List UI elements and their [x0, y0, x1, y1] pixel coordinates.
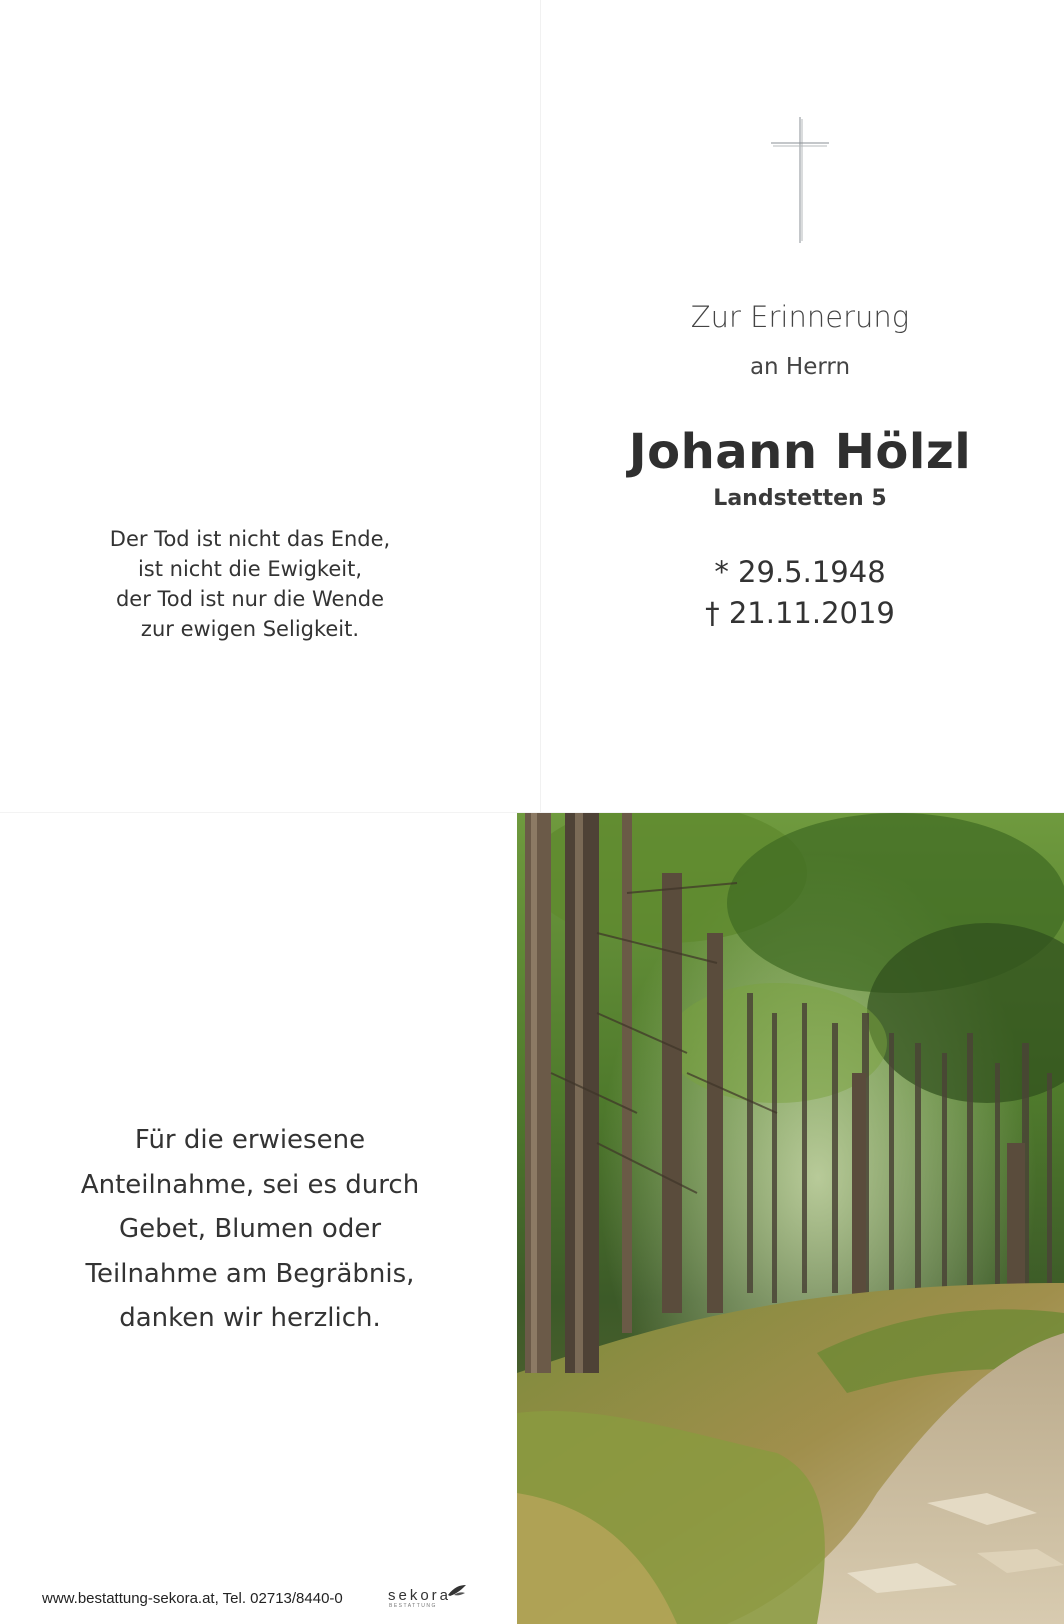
salutation: an Herrn	[749, 354, 851, 380]
verse-line: ist nicht die Ewigkeit,	[137, 557, 363, 581]
thanks-line: Für die erwiesene	[134, 1125, 366, 1155]
birth-date: * 29.5.1948	[714, 555, 886, 589]
verse-line: Der Tod ist nicht das Ende,	[109, 527, 391, 551]
brand-logo	[388, 1585, 468, 1613]
latin-cross-icon	[770, 115, 830, 245]
thanks-line: danken wir herzlich.	[119, 1303, 381, 1333]
brand-subtitle: BESTATTUNG	[389, 1603, 437, 1609]
verse	[60, 524, 440, 644]
brand-name: sekora	[388, 1587, 452, 1604]
verse-line: der Tod ist nur die Wende	[115, 587, 385, 611]
memory-heading: Zur Erinnerung	[690, 300, 910, 334]
thanks-text	[40, 1118, 460, 1341]
deceased-name: Johann Hölzl	[628, 424, 972, 480]
leaf-icon	[446, 1583, 468, 1599]
address: Landstetten 5	[713, 486, 887, 511]
footer-contact: www.bestattung-sekora.at, Tel. 02713/8440-0	[42, 1590, 343, 1607]
thanks-line: Anteilnahme, sei es durch	[80, 1169, 420, 1200]
thanks-line: Teilnahme am Begräbnis,	[85, 1258, 415, 1289]
fold-line-vertical	[540, 0, 541, 812]
forest-path-image	[517, 813, 1064, 1624]
verse-line: zur ewigen Seligkeit.	[140, 617, 360, 641]
thanks-line: Gebet, Blumen oder	[118, 1214, 382, 1244]
death-date: † 21.11.2019	[705, 596, 895, 630]
